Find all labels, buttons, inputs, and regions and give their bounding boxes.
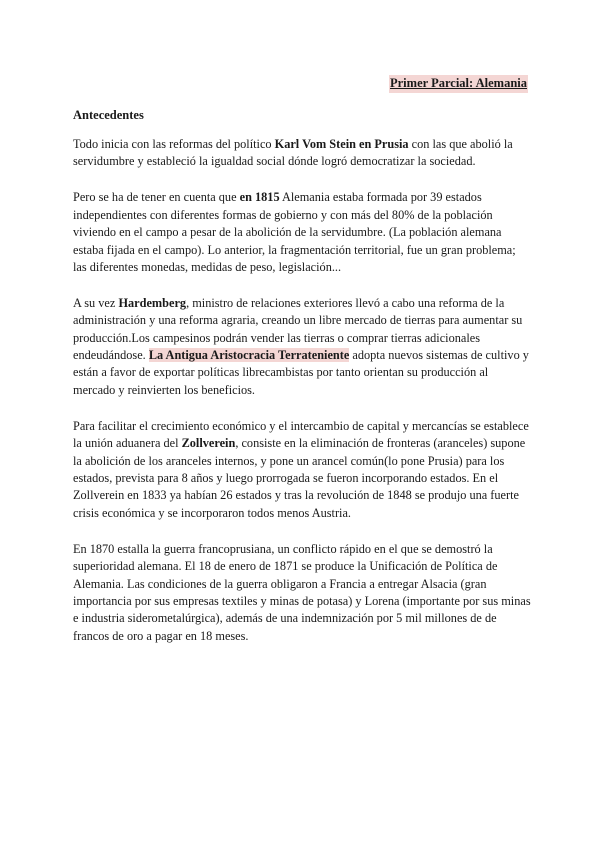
- paragraph-1-bold-stein: Karl Vom Stein en Prusia: [274, 137, 409, 151]
- paragraph-5-text-a: En 1870 estalla la guerra francoprusiana, un conflicto rápido en el que se demostró la superioridad alemana. El 18 de enero de 1871 se produce la Unificación de Política de Alemania. Las condiciones de la guerra obligaron a Francia a entregar Alsacia (gran importancia por sus empresas textiles y minas de potasa) y Lorena (importante por sus minas e industria siderometalúrgica), además de una indemnización por 5 mil millones de de francos de oro a pagar en 18 meses.: [73, 541, 531, 643]
- paragraph-3-bold-hardemberg: Hardemberg: [118, 295, 187, 310]
- document-title: Primer Parcial: Alemania: [389, 75, 528, 93]
- paragraph-2-text-c: Alemania estaba formada por 39 estados independientes con diferentes formas de gobierno y con más del 80% de la población viviendo en el campo a pesar de la abolición de la servidumbre. (La población alemana estaba fijada en el campo). Lo anterior, la fragmentación territorial, fue un gran problema; las diferentes monedas, medidas de peso, legislación...: [73, 190, 516, 274]
- paragraph-1-text-c: con las que abolió la servidumbre y estableció la igualdad social dónde logró democratizar la sociedad.: [73, 137, 513, 169]
- paragraph-2-bold-1815: en 1815: [239, 190, 280, 205]
- paragraph-3-text-c: , ministro de relaciones exteriores llevó a cabo una reforma de la administración y una reforma agraria, creando un libre mercado de tierras para aumentar su producción.Los campesinos podrán vender las tierras o comprar tierras adicionales endeudándose.: [73, 295, 523, 363]
- paragraph-2-text-a: Pero se ha de tener en cuenta que: [73, 190, 240, 205]
- paragraph-1: [73, 136, 531, 171]
- paragraph-4-bold-zollverein: Zollverein: [181, 436, 236, 451]
- title-wrap: [389, 74, 528, 93]
- paragraph-3: [73, 295, 531, 399]
- section-heading: Antecedentes: [73, 108, 144, 122]
- paragraph-4-text-a: Para facilitar el crecimiento económico y el intercambio de capital y mercancías se establece la unión aduanera del: [73, 418, 529, 451]
- paragraph-5: [73, 541, 531, 645]
- paragraph-1-text-a: Todo inicia con las reformas del político: [73, 137, 275, 151]
- document-body: [73, 136, 531, 664]
- paragraph-2: [73, 189, 531, 276]
- paragraph-3-bold-aristocracia: La Antigua Aristocracia Terrateniente: [148, 348, 350, 363]
- paragraph-4: [73, 418, 531, 522]
- paragraph-3-text-e: adopta nuevos sistemas de cultivo y están a favor de exportar políticas librecambistas por tanto orientan su producción al mercado y reinvierten los beneficios.: [73, 348, 529, 397]
- paragraph-4-text-c: , consiste en la eliminación de fronteras (aranceles) supone la abolición de los aranceles internos, y pone un arancel común(lo pone Prusia) para los estados, prevista para 8 años y luego prorrogada se fueron incorporando estados. En el Zollverein en 1833 ya habían 26 estados y tras la revolución de 1848 se produjo una fuerte crisis económica y se incorporaron todos menos Austria.: [73, 436, 526, 520]
- paragraph-3-text-a: A su vez: [73, 295, 119, 310]
